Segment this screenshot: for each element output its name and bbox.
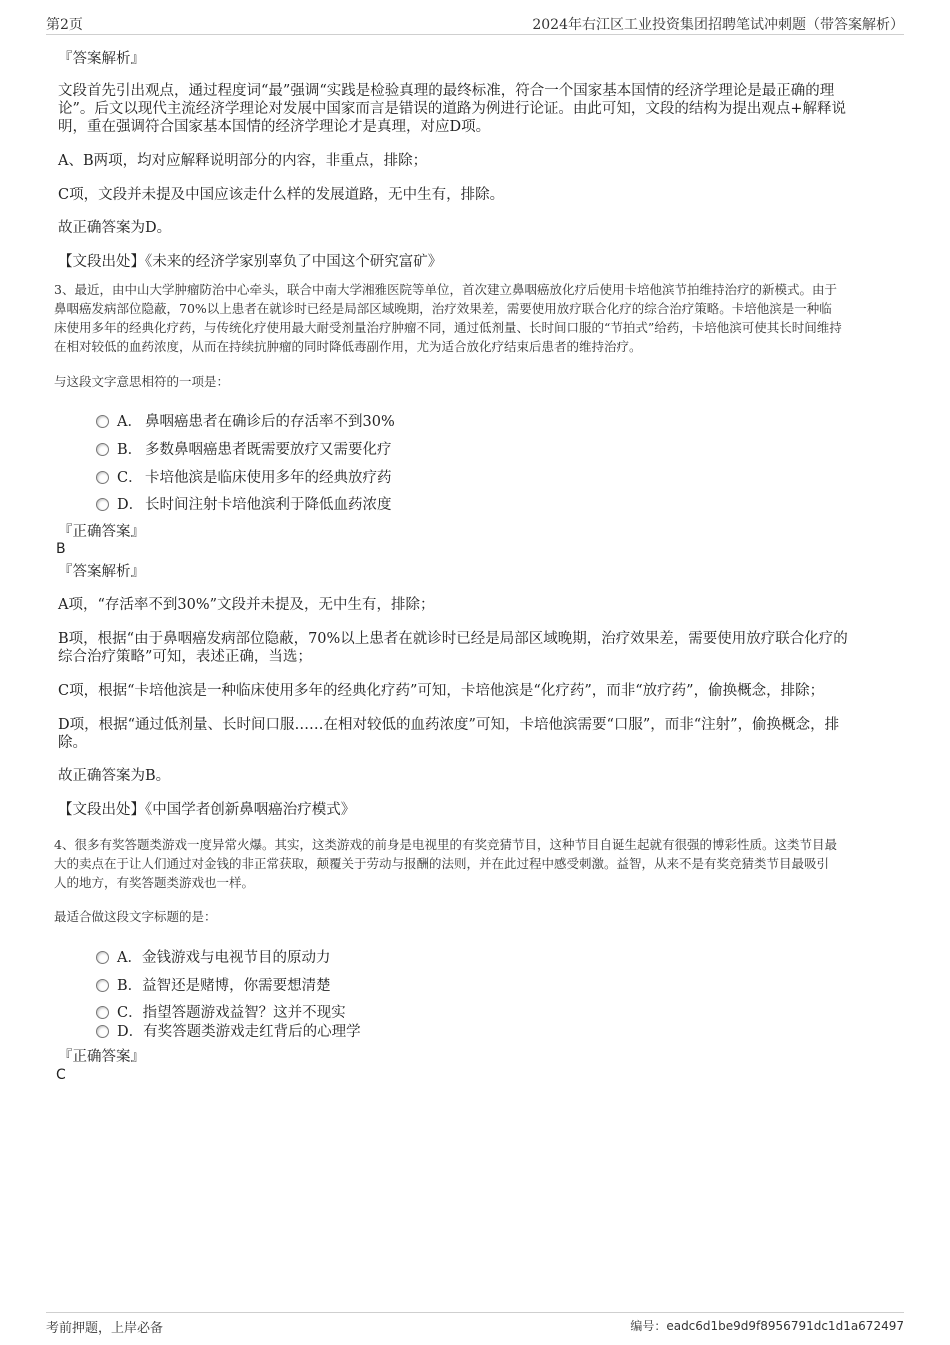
analysis-line: 文段首先引出观点，通过程度词“最”强调“实践是检验真理的最终标准，符合一个国家基本国情的经济学理论是最正确的理 xyxy=(58,83,835,99)
question-prompt: 最适合做这段文字标题的是： xyxy=(54,909,217,924)
radio-button-icon[interactable] xyxy=(96,498,109,511)
question-text: 人的地方，有奖答题类游戏也一样。 xyxy=(54,875,255,890)
radio-button-icon[interactable] xyxy=(96,1025,109,1038)
page-footer xyxy=(46,1312,904,1337)
analysis-label: 『答案解析』 xyxy=(58,564,145,580)
question-prompt: 与这段文字意思相符的一项是： xyxy=(54,374,230,389)
correct-answer: C xyxy=(56,1067,66,1083)
footer-slogan: 考前押题，上岸必备 xyxy=(46,1321,164,1336)
analysis-line: A项，“存活率不到30%”文段并未提及，无中生有，排除； xyxy=(58,597,435,613)
document-code: 编号：eadc6d1be9d9f8956791dc1d1a672497 xyxy=(630,1319,904,1333)
radio-button-icon[interactable] xyxy=(96,1006,109,1019)
correct-answer-label: 『正确答案』 xyxy=(58,524,145,540)
conclusion: 故正确答案为D。 xyxy=(58,220,172,236)
analysis-line: C项，文段并未提及中国应该走什么样的发展道路，无中生有，排除。 xyxy=(58,187,505,203)
page-header xyxy=(46,14,904,35)
radio-button-icon[interactable] xyxy=(96,979,109,992)
analysis-line: C项，根据“卡培他滨是一种临床使用多年的经典化疗药”可知，卡培他滨是“化疗药”，而非“放疗药”，偷换概念，排除； xyxy=(58,683,825,699)
analysis-line: 论”。后文以现代主流经济学理论对发展中国家而言是错误的道路为例进行论证。由此可知，文段的结构为提出观点+解释说 xyxy=(58,101,847,117)
analysis-line: B项，根据“由于鼻咽癌发病部位隐蔽，70%以上患者在就诊时已经是局部区域晚期，治疗效果差，需要使用放疗联合化疗的 xyxy=(58,631,848,647)
analysis-line: 除。 xyxy=(58,735,87,751)
question-text: 床使用多年的经典化疗药，与传统化疗使用最大耐受剂量治疗肿瘤不同，通过低剂量、长时间口服的“节拍式”给药，卡培他滨可使其长时间维持 xyxy=(54,320,842,335)
question-text: 在相对较低的血药浓度，从而在持续抗肿瘤的同时降低毒副作用，尤为适合放化疗结束后患者的维持治疗。 xyxy=(54,339,642,354)
analysis-label: 『答案解析』 xyxy=(58,51,145,67)
option-d[interactable]: D．有奖答题类游戏走红背后的心理学 xyxy=(96,1020,361,1041)
option-a[interactable]: A．金钱游戏与电视节目的原动力 xyxy=(96,946,330,967)
question-text: 鼻咽癌发病部位隐蔽，70%以上患者在就诊时已经是局部区域晚期，治疗效果差，需要使用放疗联合化疗的综合治疗策略。卡培他滨是一种临 xyxy=(54,301,832,316)
option-b[interactable]: B．益智还是赌博，你需要想清楚 xyxy=(96,974,331,995)
option-c[interactable]: C．指望答题游戏益智？这并不现实 xyxy=(96,1001,346,1022)
source-citation: 【文段出处】《未来的经济学家别辜负了中国这个研究富矿》 xyxy=(58,254,443,270)
option-d[interactable]: D． 长时间注射卡培他滨利于降低血药浓度 xyxy=(96,493,392,514)
question-text: 大的卖点在于让人们通过对金钱的非正常获取，颠覆关于劳动与报酬的法则，并在此过程中感受刺激。益智，从来不是有奖竞猜类节目最吸引 xyxy=(54,856,830,871)
question-text: 4、很多有奖答题类游戏一度异常火爆。其实，这类游戏的前身是电视里的有奖竞猜节目，这种节目自诞生起就有很强的博彩性质。这类节目最 xyxy=(54,837,837,852)
question-text: 3、最近，由中山大学肿瘤防治中心牵头，联合中南大学湘雅医院等单位，首次建立鼻咽癌放化疗后使用卡培他滨节拍维持治疗的新模式。由于 xyxy=(54,282,837,297)
radio-button-icon[interactable] xyxy=(96,415,109,428)
option-a[interactable]: A． 鼻咽癌患者在确诊后的存活率不到30% xyxy=(96,410,395,431)
analysis-line: 明，重在强调符合国家基本国情的经济学理论才是真理，对应D项。 xyxy=(58,119,491,135)
correct-answer-label: 『正确答案』 xyxy=(58,1049,145,1065)
document-title: 2024年右江区工业投资集团招聘笔试冲刺题（带答案解析） xyxy=(532,17,904,33)
correct-answer: B xyxy=(56,541,66,557)
analysis-line: A、B两项，均对应解释说明部分的内容，非重点，排除； xyxy=(58,153,428,169)
radio-button-icon[interactable] xyxy=(96,471,109,484)
analysis-line: D项，根据“通过低剂量、长时间口服……在相对较低的血药浓度”可知，卡培他滨需要“口服”，而非“注射”，偷换概念，排 xyxy=(58,717,840,733)
radio-button-icon[interactable] xyxy=(96,443,109,456)
page-number: 第2页 xyxy=(46,17,83,33)
radio-button-icon[interactable] xyxy=(96,951,109,964)
option-b[interactable]: B． 多数鼻咽癌患者既需要放疗又需要化疗 xyxy=(96,438,392,459)
source-citation: 【文段出处】《中国学者创新鼻咽癌治疗模式》 xyxy=(58,802,356,818)
analysis-line: 综合治疗策略”可知，表述正确，当选； xyxy=(58,649,312,665)
conclusion: 故正确答案为B。 xyxy=(58,768,171,784)
option-c[interactable]: C． 卡培他滨是临床使用多年的经典放疗药 xyxy=(96,466,392,487)
